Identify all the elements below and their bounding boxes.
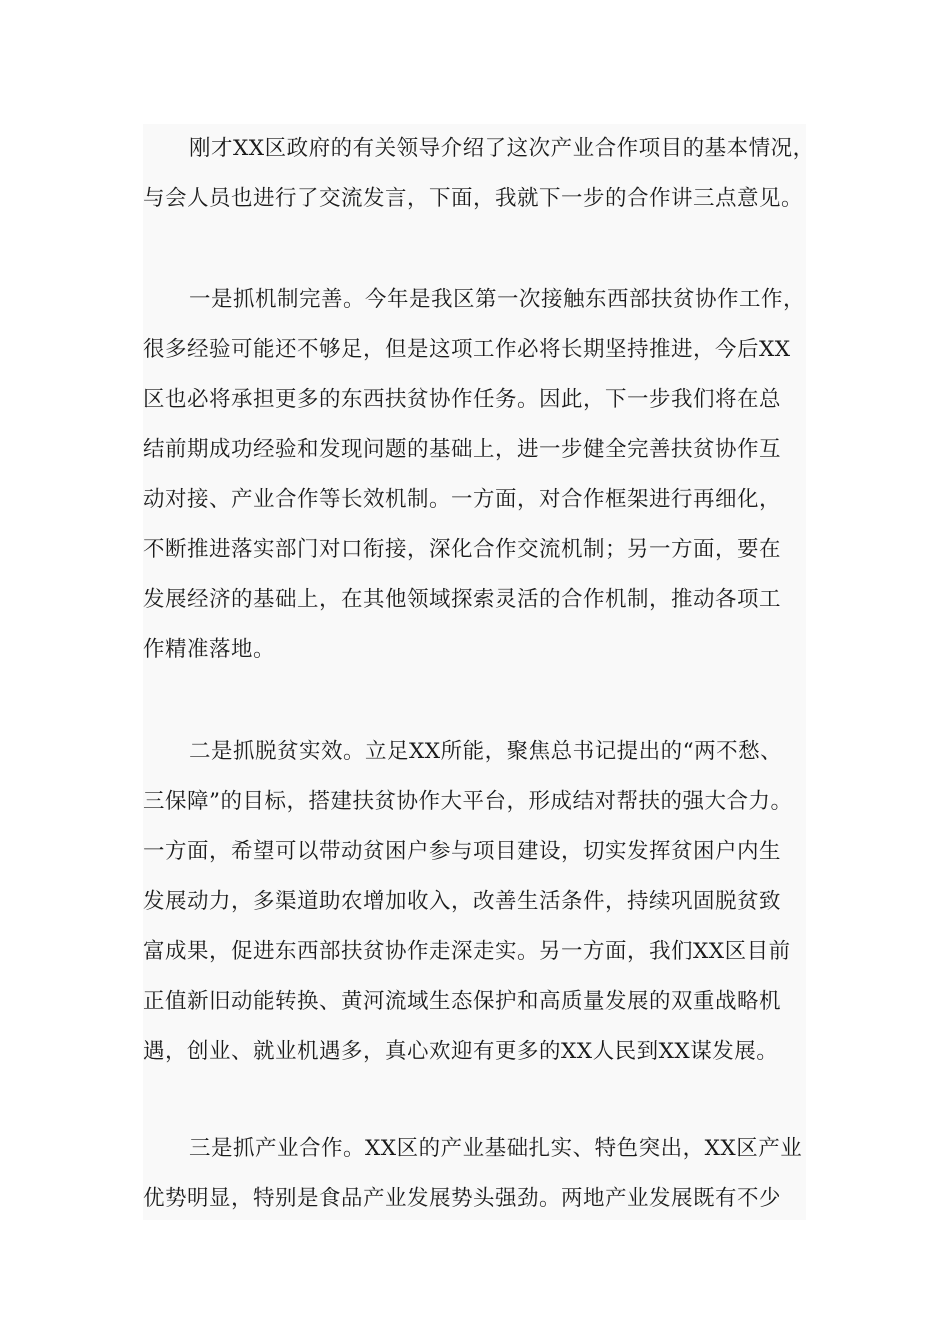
text-line: 三保障”的目标，搭建扶贫协作大平台，形成结对帮扶的强大合力。 [143,789,793,814]
text-line: 富成果，促进东西部扶贫协作走深走实。另一方面，我们XX区目前 [143,939,791,964]
text-line: 发展动力，多渠道助农增加收入，改善生活条件，持续巩固脱贫致 [143,889,782,914]
text-line: 区也必将承担更多的东西扶贫协作任务。因此，下一步我们将在总 [143,387,782,412]
text-line: 一方面，希望可以带动贫困户参与项目建设，切实发挥贫困户内生 [143,839,782,864]
text-line: 遇，创业、就业机遇多，真心欢迎有更多的XX人民到XX谋发展。 [143,1039,779,1064]
paragraph-mechanism [143,275,806,675]
text-line: 正值新旧动能转换、黄河流域生态保护和高质量发展的双重战略机 [143,989,782,1014]
text-line: 很多经验可能还不够足，但是这项工作必将长期坚持推进，今后XX [143,337,791,362]
text-line: 动对接、产业合作等长效机制。一方面，对合作框架进行再细化， [143,487,782,512]
text-line: 优势明显，特别是食品产业发展势头强劲。两地产业发展既有不少 [143,1186,782,1211]
text-line: 不断推进落实部门对口衔接，深化合作交流机制；另一方面，要在 [143,537,782,562]
text-line: 发展经济的基础上，在其他领域探索灵活的合作机制，推动各项工 [143,587,782,612]
paragraph-industry [143,1124,806,1224]
text-line: 作精准落地。 [143,637,276,662]
text-line: 三是抓产业合作。XX区的产业基础扎实、特色突出，XX区产业 [189,1136,803,1161]
paragraph-intro [143,124,815,224]
document-body [143,124,815,1220]
text-line: 与会人员也进行了交流发言，下面，我就下一步的合作讲三点意见。 [143,186,804,211]
text-line: 一是抓机制完善。今年是我区第一次接触东西部扶贫协作工作， [189,287,806,312]
text-line: 结前期成功经验和发现问题的基础上，进一步健全完善扶贫协作互 [143,437,782,462]
text-line: 二是抓脱贫实效。立足XX所能，聚焦总书记提出的“两不愁、 [189,739,783,764]
text-line: 刚才XX区政府的有关领导介绍了这次产业合作项目的基本情况， [189,136,815,161]
paragraph-poverty [143,727,806,1077]
